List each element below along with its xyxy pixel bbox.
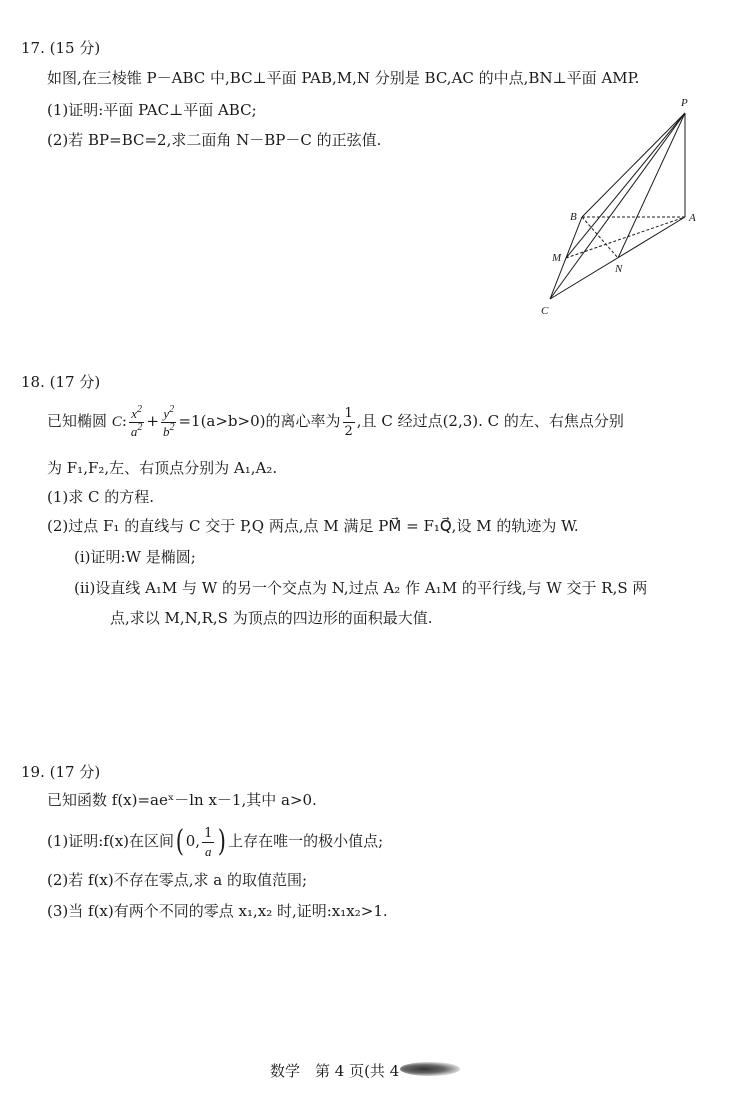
- q18-part2: (2)过点 F₁ 的直线与 C 交于 P,Q 两点,点 M 满足 PM⃗ = F₁Q⃗,设 M 的轨迹为 W.: [47, 517, 579, 535]
- pyramid-figure: [535, 95, 705, 320]
- edge-CA: [550, 217, 685, 299]
- label-N: N: [615, 263, 623, 275]
- q18-part2-ii-cont: 点,求以 M,N,R,S 为顶点的四边形的面积最大值.: [110, 609, 433, 627]
- label-B: B: [570, 211, 577, 223]
- q19-part3: (3)当 f(x)有两个不同的零点 x₁,x₂ 时,证明:x₁x₂>1.: [47, 902, 388, 920]
- q18-header: 18. (17 分): [21, 373, 101, 391]
- label-C: C: [541, 305, 549, 317]
- q18-stem-line2: 为 F₁,F₂,左、右顶点分别为 A₁,A₂.: [47, 459, 278, 477]
- q19-part2: (2)若 f(x)不存在零点,求 a 的取值范围;: [47, 871, 308, 889]
- edge-MA: [566, 217, 685, 258]
- q18-stem-c: ,且 C 经过点(2,3). C 的左、右焦点分别: [356, 412, 624, 430]
- edge-BN: [582, 217, 618, 258]
- q18-stem-b: =1(a>b>0)的离心率为: [178, 412, 341, 430]
- q18-stem: 已知椭圆 C: $\frac{x^2}{a^2}$ + $\frac{y^2}{b^2}$ =1(a>b>0)的离心率为 $\frac{1}{2}$ ,且 C 经过点(2,3). C 的左、右焦点分别: [47, 403, 624, 439]
- q18-part2-i: (ⅰ)证明:W 是椭圆;: [74, 548, 196, 566]
- label-P: P: [681, 97, 688, 109]
- q19-part1-a: (1)证明:f(x)在区间: [47, 832, 175, 850]
- edge-PB: [582, 113, 685, 217]
- q17-stem: 如图,在三棱锥 P－ABC 中,BC⊥平面 PAB,M,N 分别是 BC,AC 的中点,BN⊥平面 AMP.: [47, 69, 640, 87]
- scan-smudge: [400, 1062, 460, 1076]
- one-over-a-fraction: $\frac{1}{a}$: [204, 825, 213, 859]
- q17-header: 17. (15 分): [21, 39, 101, 57]
- q19-part1: (1)证明:f(x)在区间( 0, $\frac{1}{a}$ ) 上存在唯一的极小值点;: [47, 824, 384, 859]
- x-squared-over-a-squared: $\frac{x^2}{a^2}$: [130, 403, 143, 439]
- edge-PM: [566, 113, 685, 258]
- page-footer: 数学 第 4 页(共 4: [270, 1062, 400, 1080]
- label-A: A: [689, 212, 696, 224]
- q19-header: 19. (17 分): [21, 763, 101, 781]
- label-M: M: [552, 252, 562, 264]
- q18-part2-ii: (ⅱ)设直线 A₁M 与 W 的另一个交点为 N,过点 A₂ 作 A₁M 的平行线,与 W 交于 R,S 两: [74, 579, 648, 597]
- eccentricity-fraction: $\frac{1}{2}$: [344, 405, 353, 439]
- q19-stem: 已知函数 f(x)=aeˣ－ln x－1,其中 a>0.: [47, 791, 317, 809]
- q17-part2: (2)若 BP=BC=2,求二面角 N－BP－C 的正弦值.: [47, 131, 382, 149]
- q18-part1: (1)求 C 的方程.: [47, 488, 155, 506]
- q18-stem-a: 已知椭圆: [47, 412, 108, 430]
- y-squared-over-b-squared: $\frac{y^2}{b^2}$: [162, 403, 175, 439]
- q17-part1: (1)证明:平面 PAC⊥平面 ABC;: [47, 101, 257, 119]
- q19-part1-b: 上存在唯一的极小值点;: [228, 832, 384, 850]
